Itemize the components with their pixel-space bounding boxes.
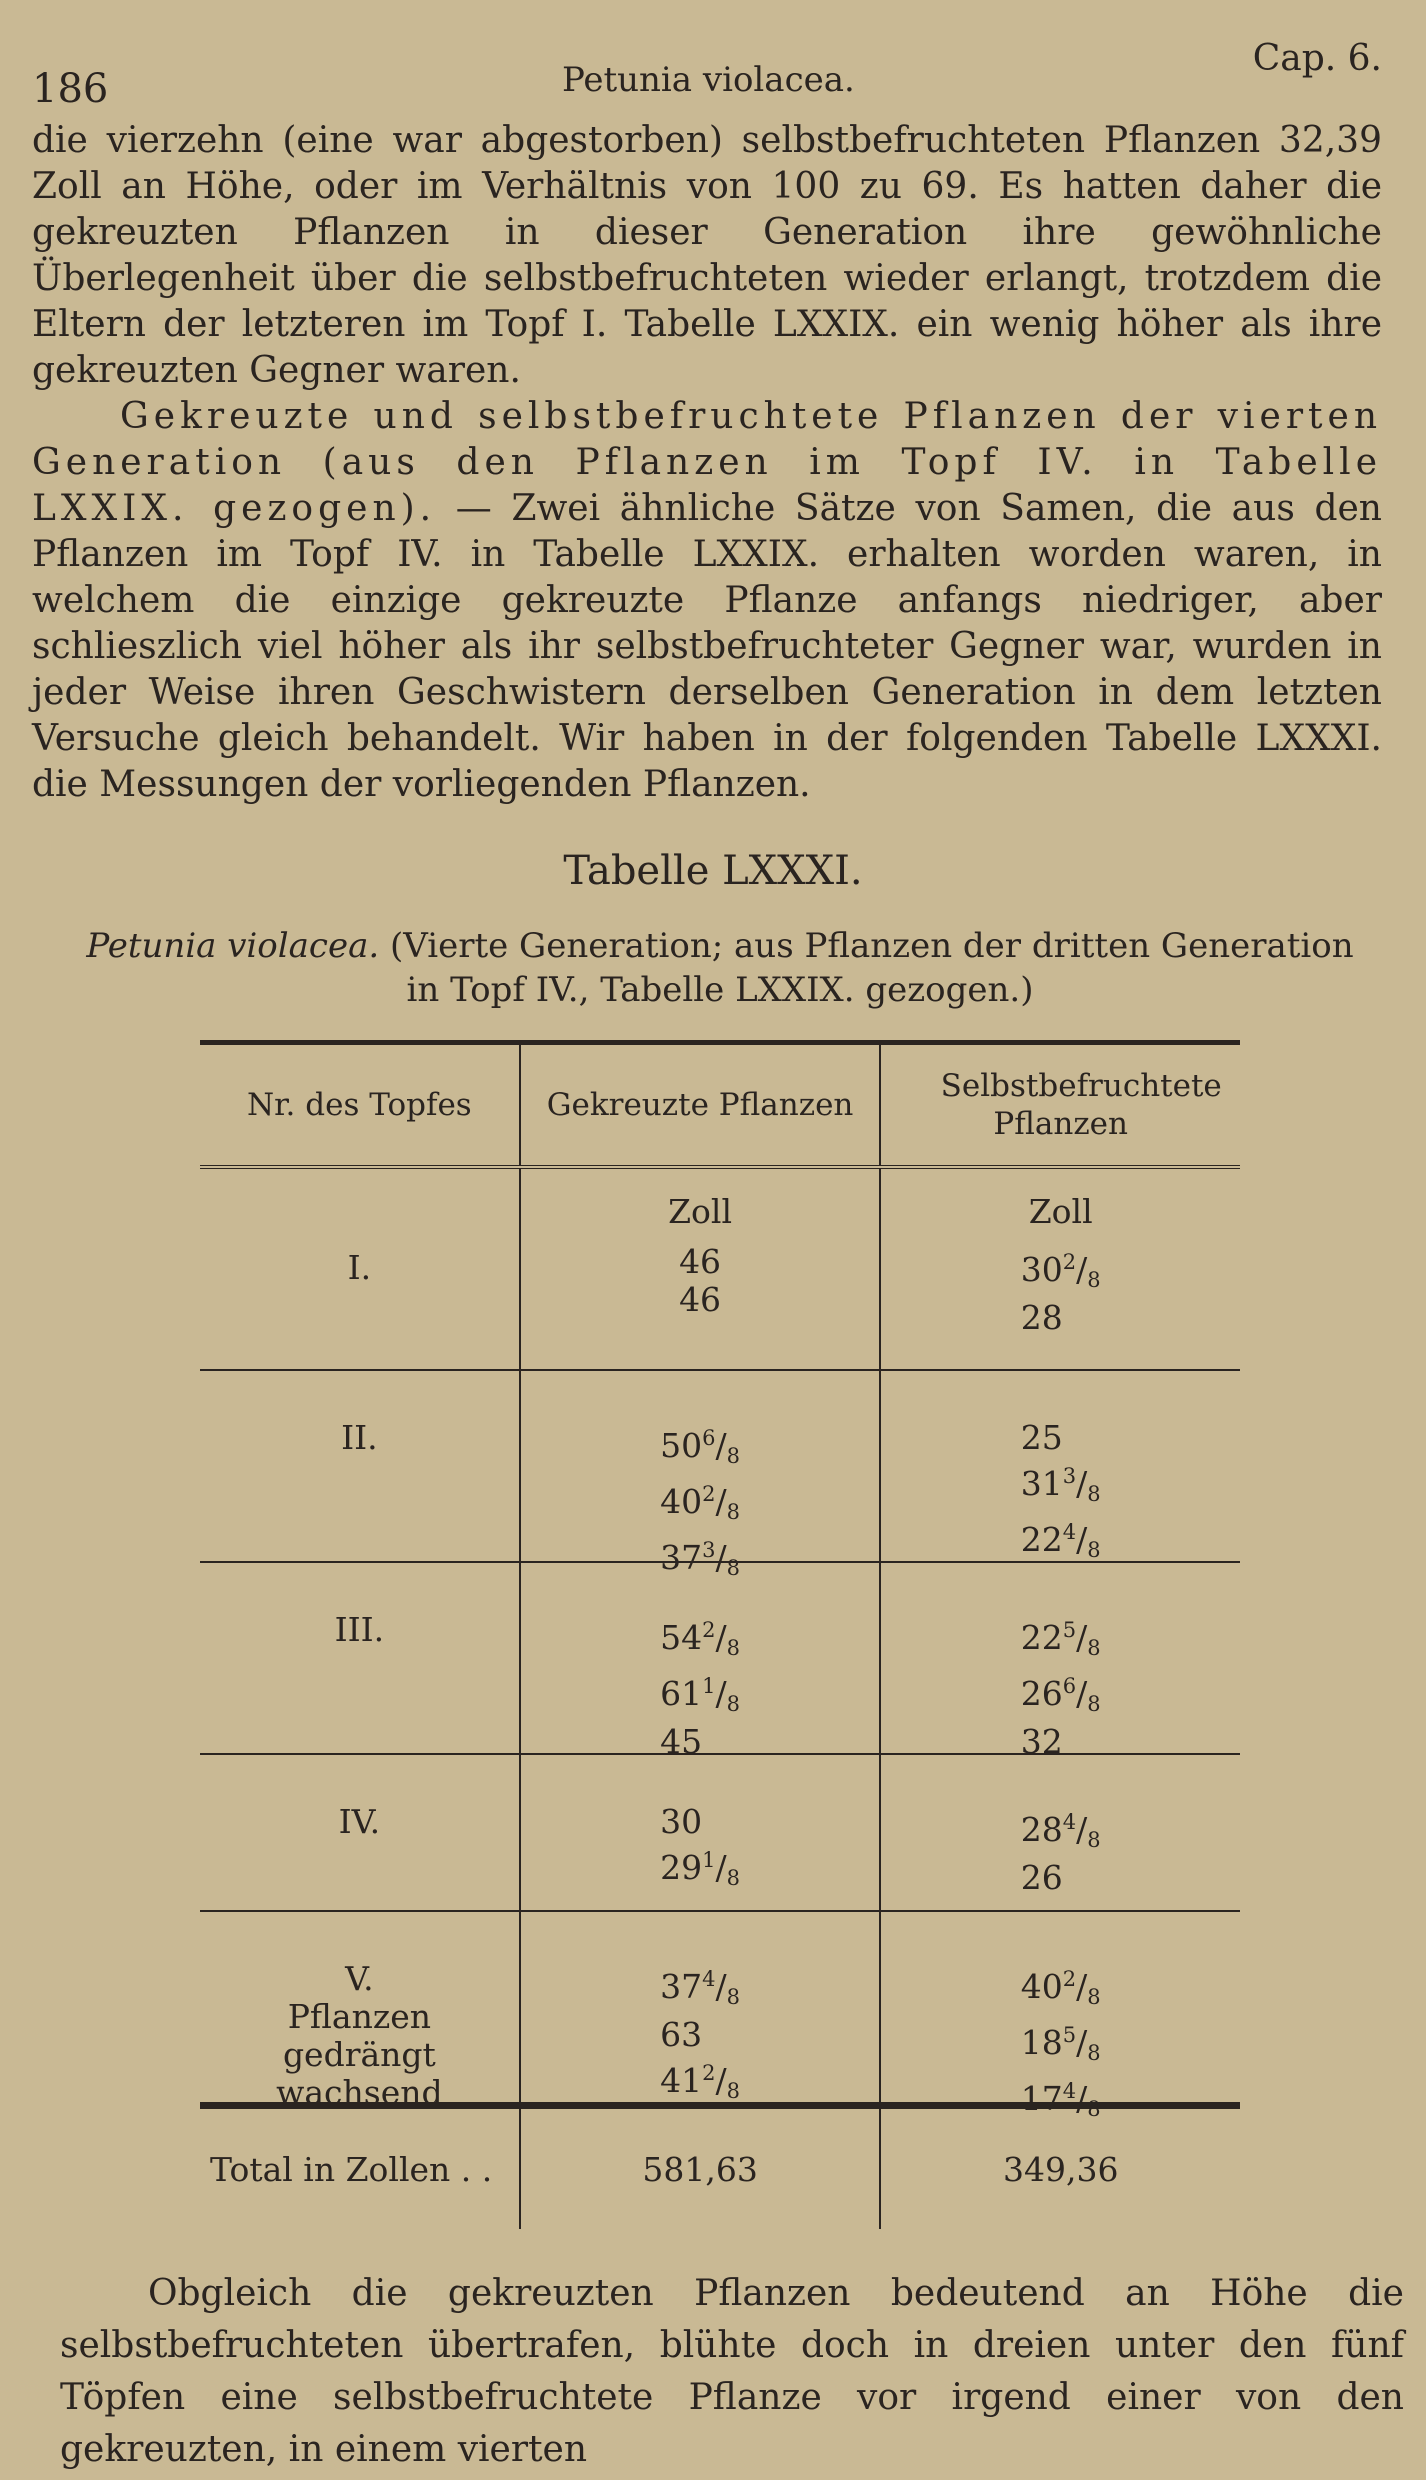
fraction-slash: / [1076,1967,1088,2006]
fraction-denominator: 8 [1087,2041,1101,2065]
self-value [1021,1611,1101,1667]
fraction-numerator: 6 [1062,1674,1077,1698]
running-title: Petunia violacea. [562,60,855,100]
unit-label: Zoll [1028,1192,1093,1231]
fraction-slash: / [715,1967,727,2006]
value-fraction [702,1674,740,1716]
table-row [200,1563,1240,1761]
fraction-slash: / [1076,1250,1088,1289]
fraction-slash: / [715,1674,727,1713]
value-fraction [1062,1520,1101,1562]
crossed-value [660,1475,740,1531]
paragraph-2 [32,394,1382,808]
value-whole: 61 [660,1674,703,1713]
value-fraction [1062,2023,1101,2065]
fraction-denominator: 8 [1087,1692,1101,1716]
paragraph-3: Obgleich die gekreuzten Pflanzen bedeutend an Höhe die selbstbefruchteten übertrafen, blühte doch in dreien unter den fünf Töpfen eine selbstbefruchtete Pflanze vor irgend einer von den gekreuzten, in einem vierten [60,2273,1404,2470]
pot-number: I. [347,1248,372,1287]
fraction-numerator: 2 [702,2061,716,2085]
value-whole: 26 [1020,1858,1063,1897]
total-self: 349,36 [879,2109,1240,2229]
crossed-cell [519,1563,880,1761]
value-fraction [702,2061,740,2103]
self-cell [879,1755,1240,1910]
page-number: 186 [32,66,109,112]
value-fraction [702,1848,740,1890]
fraction-numerator: 5 [1062,2023,1077,2047]
value-fraction [1062,1967,1101,2009]
self-value [1021,1243,1101,1299]
fraction-numerator: 3 [702,1538,716,1562]
self-value [1021,1457,1101,1513]
value-whole: 25 [1020,1418,1063,1457]
pot-cell [200,1912,519,2112]
self-value [1021,2016,1101,2072]
value-list [1021,1611,1101,1761]
fraction-numerator: 3 [1062,1464,1077,1488]
fraction-slash: / [1076,1520,1088,1559]
fraction-slash: / [715,1538,727,1577]
unit-label: Zoll [668,1192,733,1231]
crossed-value [660,1667,740,1723]
value-fraction [1062,1250,1101,1292]
table-row [200,1169,1240,1371]
self-value [1021,1667,1101,1723]
pot-note: Pflanzen gedrängt wachsend [276,1997,443,2112]
pot-cell [200,1563,519,1753]
table-row [200,1912,1240,2121]
self-value [1021,1803,1101,1859]
fraction-slash: / [715,1426,727,1465]
crossed-cell [519,1169,880,1369]
chapter-label: Cap. 6. [1252,38,1382,79]
fraction-numerator: 4 [1062,1520,1077,1544]
header-self [879,1045,1240,1165]
pot-cell [200,1169,519,1369]
fraction-numerator: 2 [1062,1250,1077,1274]
fraction-numerator: 4 [702,1967,716,1991]
page-header [32,18,1386,112]
value-whole: 37 [660,1967,703,2006]
section-heading: Gekreuzte und selbstbefruchtete Pflanzen der vierten Generation (aus den Pflanzen im Topf IV. in Tabelle LXXIX. gezogen). [32,396,1382,529]
fraction-numerator: 2 [702,1482,716,1506]
header-crossed: Gekreuzte Pflanzen [519,1045,880,1165]
fraction-slash: / [1076,1464,1088,1503]
value-whole: 30 [1020,1250,1063,1289]
value-whole: 54 [660,1618,703,1657]
value-whole: 26 [1020,1674,1063,1713]
value-list [660,1611,740,1761]
value-whole: 63 [660,2015,703,2054]
value-whole: 37 [660,1538,703,1577]
pot-number: V. [345,1959,374,1998]
crossed-value [660,2054,740,2110]
body-text-top [32,118,1382,808]
value-fraction [1062,1464,1101,1506]
self-value [1021,1299,1101,1337]
fraction-denominator: 8 [1087,1828,1101,1852]
crossed-value [679,1281,721,1319]
self-value [1021,1859,1101,1897]
crossed-value [660,1419,740,1475]
pot-number: III. [334,1610,385,1649]
value-whole: 29 [660,1848,703,1887]
pot-cell [200,1371,519,1561]
value-list [1021,1960,1101,2128]
value-fraction [702,1482,740,1524]
self-cell [879,1912,1240,2121]
caption-species: Petunia violacea. [86,926,380,966]
value-whole: 17 [1020,2079,1063,2118]
paragraph-2-text: — Zwei ähnliche Sätze von Samen, die aus den Pflanzen im Topf IV. in Tabelle LXXIX. erhalten worden waren, in welchem die einzige gekreuzte Pflanze anfangs niedriger, aber schlieszlich viel höher als ihr selbstbefruchteter Gegner war, wurden in jeder Weise ihren Geschwistern derselben Generation in dem letzten Versuche gleich behandelt. Wir haben in der folgenden Tabelle LXXXI. die Messungen der vorliegenden Pflanzen. [32,488,1382,805]
caption-text: (Vierte Generation; aus Pflanzen der dritten Generation in Topf IV., Tabelle LXXIX. gezogen.) [379,926,1354,1010]
value-whole: 40 [1020,1967,1063,2006]
table-caption [80,924,1360,1012]
value-list [1021,1243,1101,1337]
value-list [660,1960,740,2110]
fraction-numerator: 4 [1062,1810,1077,1834]
fraction-slash: / [715,1482,727,1521]
fraction-denominator: 8 [726,1636,740,1660]
body-text-bottom [60,2268,1404,2476]
crossed-cell [519,1912,880,2102]
self-value [1021,1419,1101,1457]
crossed-cell [519,1371,880,1580]
table-body [200,1169,1240,2121]
fraction-slash: / [1076,2079,1088,2118]
fraction-denominator: 8 [1087,1985,1101,2009]
pot-number: II. [341,1418,378,1457]
measurement-table [200,1040,1240,2229]
header-self-text: Selbstbefruchtete Pflanzen [940,1068,1222,1142]
table-row [200,1755,1240,1912]
value-fraction [1062,1674,1101,1716]
value-whole: 32 [1020,1722,1063,1761]
value-whole: 31 [1020,1464,1063,1503]
value-list [1021,1803,1101,1897]
self-cell [879,1169,1240,1369]
fraction-slash: / [1076,1674,1088,1713]
value-whole: 18 [1020,2023,1063,2062]
fraction-numerator: 2 [1062,1967,1077,1991]
fraction-denominator: 8 [726,1866,740,1890]
fraction-denominator: 8 [726,1500,740,1524]
fraction-numerator: 1 [702,1848,716,1872]
fraction-denominator: 8 [1087,1482,1101,1506]
fraction-denominator: 8 [726,2079,740,2103]
fraction-numerator: 1 [702,1674,716,1698]
value-fraction [702,1618,740,1660]
value-whole: 22 [1020,1520,1063,1559]
fraction-numerator: 5 [1062,1618,1077,1642]
fraction-slash: / [1076,1810,1088,1849]
fraction-denominator: 8 [726,1556,740,1580]
value-list [660,1803,740,1897]
table-title: Tabelle LXXXI. [563,848,863,894]
self-cell [879,1563,1240,1761]
table-row [200,1371,1240,1580]
fraction-denominator: 8 [726,1692,740,1716]
fraction-slash: / [715,2061,727,2100]
value-whole: 50 [660,1426,703,1465]
table-total-row [200,2104,1240,2229]
self-value [1021,1513,1101,1569]
fraction-slash: / [715,1848,727,1887]
total-crossed: 581,63 [519,2109,880,2229]
fraction-denominator: 8 [726,1985,740,2009]
value-fraction [1062,1618,1101,1660]
fraction-numerator: 6 [702,1426,716,1450]
fraction-denominator: 8 [1087,1538,1101,1562]
value-whole: 28 [1020,1810,1063,1849]
fraction-numerator: 2 [702,1618,716,1642]
value-whole: 46 [679,1280,722,1319]
fraction-denominator: 8 [726,1444,740,1468]
fraction-slash: / [1076,2023,1088,2062]
crossed-value [660,1611,740,1667]
value-whole: 41 [660,2061,703,2100]
value-whole: 40 [660,1482,703,1521]
fraction-denominator: 8 [1087,1268,1101,1292]
value-whole: 46 [679,1242,722,1281]
fraction-denominator: 8 [1087,1636,1101,1660]
self-cell [879,1371,1240,1561]
crossed-value [679,1243,721,1281]
pot-number: IV. [338,1802,381,1841]
value-whole: 30 [660,1802,703,1841]
table-header-row [200,1045,1240,1169]
value-list [679,1243,721,1319]
pot-cell [200,1755,519,1910]
value-fraction [702,1426,740,1468]
value-whole: 28 [1020,1298,1063,1337]
fraction-slash: / [1076,1618,1088,1657]
crossed-value [660,2016,740,2054]
crossed-value [660,1960,740,2016]
value-list [660,1419,740,1587]
paragraph-1: die vierzehn (eine war abgestorben) selbstbefruchteten Pflanzen 32,39 Zoll an Höhe, oder im Verhältnis von 100 zu 69. Es hatten daher die gekreuzten Pflanzen in dieser Generation ihre gewöhnliche Überlegenheit über die selbstbefruchteten wieder erlangt, trotzdem die Eltern der letzteren im Topf I. Tabelle LXXIX. ein wenig höher als ihre gekreuzten Gegner waren. [32,120,1382,391]
fraction-slash: / [715,1618,727,1657]
crossed-cell [519,1755,880,1910]
value-list [1021,1419,1101,1569]
crossed-value [660,1841,740,1897]
fraction-denominator: 8 [1087,2097,1101,2121]
fraction-numerator: 4 [1062,2079,1077,2103]
self-value [1021,1960,1101,2016]
value-fraction [702,1967,740,2009]
value-fraction [1062,1810,1101,1852]
total-label: Total in Zollen . . [210,2149,493,2189]
crossed-value [660,1803,740,1841]
header-pot: Nr. des Topfes [247,1087,472,1123]
value-whole: 45 [660,1722,703,1761]
value-whole: 22 [1020,1618,1063,1657]
